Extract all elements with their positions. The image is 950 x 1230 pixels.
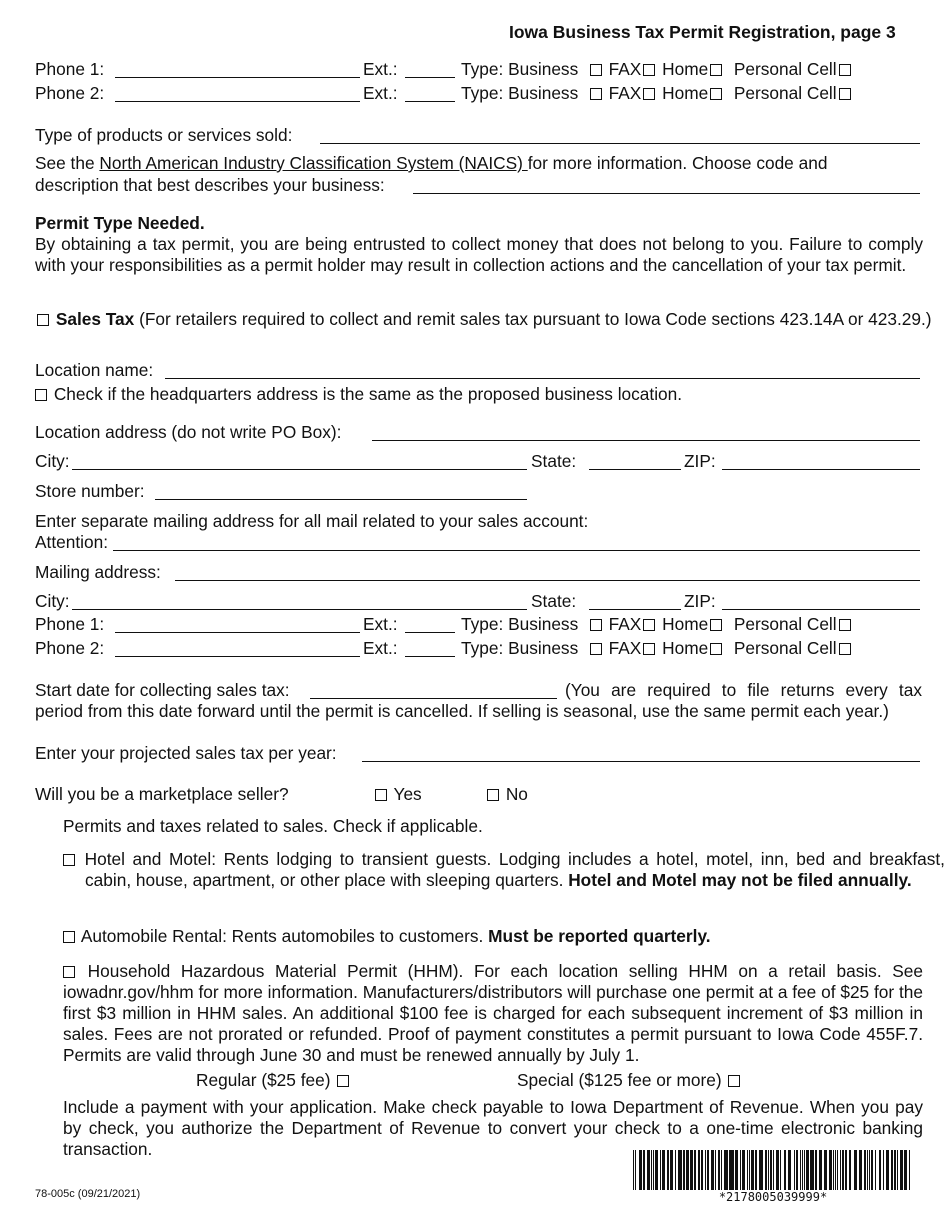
- marketplace-question: Will you be a marketplace seller?: [35, 784, 289, 804]
- barcode-bar: [802, 1150, 803, 1190]
- barcode-bar: [755, 1150, 757, 1190]
- barcode-bar: [869, 1150, 870, 1190]
- hhm-regular-label: Regular ($25 fee): [196, 1070, 331, 1090]
- marketplace-no-label: No: [505, 784, 528, 804]
- marketplace-no-checkbox[interactable]: [487, 789, 499, 801]
- phone-2-label: Phone 2:: [35, 83, 105, 103]
- barcode-bar: [780, 1150, 781, 1190]
- barcode-bar: [794, 1150, 795, 1190]
- personal-cell-checkbox[interactable]: [839, 64, 851, 76]
- marketplace-yes-label: Yes: [393, 784, 422, 804]
- barcode-bar: [742, 1150, 745, 1190]
- type-business-label: Business: [508, 614, 579, 634]
- mail-phone-1-field[interactable]: [115, 632, 360, 633]
- phone-2-field[interactable]: [115, 101, 360, 102]
- barcode-bar: [633, 1150, 634, 1190]
- ext-label: Ext.:: [363, 83, 398, 103]
- barcode-bar: [660, 1150, 661, 1190]
- barcode-bar: [653, 1150, 654, 1190]
- barcode-bar: [840, 1150, 841, 1190]
- phone-type-options: [461, 83, 853, 104]
- location-address-field[interactable]: [372, 440, 920, 441]
- barcode-bar: [829, 1150, 832, 1190]
- hotel-motel-checkbox[interactable]: [63, 854, 75, 866]
- barcode-bar: [883, 1150, 884, 1190]
- location-city-field[interactable]: [72, 469, 527, 470]
- barcode-bar: [796, 1150, 798, 1190]
- hhm-regular-option: [196, 1070, 351, 1091]
- barcode-bar: [760, 1150, 763, 1190]
- barcode-bar: [735, 1150, 738, 1190]
- auto-rental-checkbox[interactable]: [63, 931, 75, 943]
- auto-rental-note: Must be reported quarterly.: [488, 926, 711, 946]
- barcode-bar: [671, 1150, 673, 1190]
- mail-phone-2-field[interactable]: [115, 656, 360, 657]
- barcode-bar: [842, 1150, 844, 1190]
- location-city-label: City:: [35, 451, 70, 471]
- fax-checkbox[interactable]: [643, 88, 655, 100]
- barcode-bar: [718, 1150, 720, 1190]
- barcode-bar: [747, 1150, 748, 1190]
- barcode-bar: [894, 1150, 896, 1190]
- hotel-motel-text: Hotel and Motel: Rents lodging to transient guests. Lodging includes a hotel, motel, inn, bed and breakfast, cabin, house, apartment, or other place with sleeping quarters.: [84, 849, 945, 890]
- related-heading: Permits and taxes related to sales. Check if applicable.: [63, 816, 483, 836]
- phone-1-label: Phone 1:: [35, 59, 105, 79]
- barcode-bar: [819, 1150, 822, 1190]
- location-zip-field[interactable]: [722, 469, 920, 470]
- barcode-bar: [675, 1150, 676, 1190]
- type-business-label: Business: [508, 638, 579, 658]
- barcode-bar: [730, 1150, 731, 1190]
- barcode-bar: [765, 1150, 767, 1190]
- mailing-state-label: State:: [531, 591, 577, 611]
- marketplace-yes-checkbox[interactable]: [375, 789, 387, 801]
- type-label: Type:: [461, 59, 504, 79]
- products-field[interactable]: [320, 143, 920, 144]
- type-label: Type:: [461, 638, 504, 658]
- start-date-field[interactable]: [310, 698, 557, 699]
- hotel-motel-note: Hotel and Motel may not be filed annually.: [568, 870, 912, 890]
- fax-checkbox[interactable]: [643, 619, 655, 631]
- business-checkbox[interactable]: [590, 88, 602, 100]
- phone-type-options: [461, 59, 853, 80]
- barcode-bar: [694, 1150, 696, 1190]
- barcode-bar: [711, 1150, 714, 1190]
- barcode-bar: [705, 1150, 706, 1190]
- business-checkbox[interactable]: [590, 619, 602, 631]
- barcode-bar: [811, 1150, 812, 1190]
- hq-same-checkbox[interactable]: [35, 389, 47, 401]
- phone-2-ext-field[interactable]: [405, 101, 455, 102]
- barcode-bar: [639, 1150, 642, 1190]
- barcode-bar: [768, 1150, 769, 1190]
- barcode-bar: [807, 1150, 809, 1190]
- barcode-bar: [751, 1150, 754, 1190]
- barcode-bar: [670, 1150, 671, 1190]
- mail-phone-2-label: Phone 2:: [35, 638, 105, 658]
- barcode-bar: [770, 1150, 772, 1190]
- permit-intro: By obtaining a tax permit, you are being entrusted to collect money that does not belong to you. Failure to comply with your responsibilities as a permit holder may result in collection actions and the cancellation of your tax permit.: [35, 234, 923, 275]
- type-cell-label: Personal Cell: [733, 614, 837, 634]
- phone-1-ext-field[interactable]: [405, 77, 455, 78]
- barcode-bar: [651, 1150, 652, 1190]
- type-fax-label: FAX: [608, 614, 642, 634]
- fax-checkbox[interactable]: [643, 64, 655, 76]
- sales-tax-checkbox[interactable]: [37, 314, 49, 326]
- location-name-field[interactable]: [165, 378, 920, 379]
- barcode-bar: [804, 1150, 805, 1190]
- mail-phone-1-ext-field[interactable]: [405, 632, 455, 633]
- barcode-bar: [784, 1150, 786, 1190]
- mailing-address-field[interactable]: [175, 580, 920, 581]
- mailing-address-label: Mailing address:: [35, 562, 161, 582]
- barcode-bar: [731, 1150, 734, 1190]
- home-checkbox[interactable]: [710, 88, 722, 100]
- barcode-bar: [749, 1150, 750, 1190]
- sales-tax-option: [35, 309, 945, 330]
- mail-phone-2-ext-field[interactable]: [405, 656, 455, 657]
- type-business-label: Business: [508, 83, 579, 103]
- barcode-bar: [729, 1150, 730, 1190]
- start-date-label: Start date for collecting sales tax:: [35, 680, 290, 700]
- auto-rental-option: [63, 926, 923, 947]
- barcode-bar: [715, 1150, 716, 1190]
- sales-tax-description: (For retailers required to collect and remit sales tax pursuant to Iowa Code sections 423.14A or 423.29.): [134, 309, 932, 329]
- phone-type-options: [461, 638, 853, 659]
- barcode-bar: [800, 1150, 801, 1190]
- barcode-bar: [776, 1150, 779, 1190]
- barcode-bar: [686, 1150, 689, 1190]
- attention-label: Attention:: [35, 532, 109, 552]
- barcode-bar: [707, 1150, 709, 1190]
- sales-tax-label: Sales Tax: [55, 309, 135, 329]
- mailing-city-label: City:: [35, 591, 70, 611]
- attention-field[interactable]: [113, 550, 920, 551]
- barcode-text: *2178005039999*: [718, 1190, 828, 1204]
- auto-rental-text: Automobile Rental: Rents automobiles to customers.: [80, 926, 489, 946]
- projected-field[interactable]: [362, 761, 920, 762]
- barcode-bar: [875, 1150, 876, 1190]
- business-checkbox[interactable]: [590, 643, 602, 655]
- barcode-bar: [667, 1150, 669, 1190]
- type-home-label: Home: [662, 59, 709, 79]
- barcode-bar: [833, 1150, 834, 1190]
- barcode-bar: [721, 1150, 722, 1190]
- home-checkbox[interactable]: [710, 619, 722, 631]
- barcode-bar: [635, 1150, 636, 1190]
- mailing-zip-label: ZIP:: [684, 591, 716, 611]
- naics-pre: See the: [35, 153, 95, 173]
- hhm-special-label: Special ($125 fee or more): [517, 1070, 722, 1090]
- type-home-label: Home: [662, 614, 709, 634]
- naics-field[interactable]: [413, 193, 920, 194]
- ext-label: Ext.:: [363, 614, 398, 634]
- naics-description-label: description that best describes your business:: [35, 175, 385, 195]
- location-state-label: State:: [531, 451, 577, 471]
- barcode-bar: [859, 1150, 862, 1190]
- location-state-field[interactable]: [589, 469, 681, 470]
- barcode: [632, 1150, 914, 1190]
- naics-link[interactable]: North American Industry Classification System (NAICS): [99, 153, 528, 173]
- permit-heading: Permit Type Needed.: [35, 213, 205, 233]
- barcode-bar: [891, 1150, 893, 1190]
- home-checkbox[interactable]: [710, 64, 722, 76]
- personal-cell-checkbox[interactable]: [839, 619, 851, 631]
- hq-check-row: [35, 384, 682, 405]
- location-address-label: Location address (do not write PO Box):: [35, 422, 342, 442]
- type-cell-label: Personal Cell: [733, 83, 837, 103]
- barcode-bar: [824, 1150, 827, 1190]
- barcode-bar: [849, 1150, 851, 1190]
- products-label: Type of products or services sold:: [35, 125, 293, 145]
- type-cell-label: Personal Cell: [733, 638, 837, 658]
- phone-1-field[interactable]: [115, 77, 360, 78]
- barcode-bar: [854, 1150, 857, 1190]
- barcode-bar: [867, 1150, 868, 1190]
- hhm-option: [63, 961, 923, 1066]
- hotel-motel-option: [63, 849, 945, 891]
- type-home-label: Home: [662, 83, 709, 103]
- hhm-checkbox[interactable]: [63, 966, 75, 978]
- mailing-zip-field[interactable]: [722, 609, 920, 610]
- ext-label: Ext.:: [363, 59, 398, 79]
- barcode-bar: [701, 1150, 703, 1190]
- ext-label: Ext.:: [363, 638, 398, 658]
- barcode-bar: [897, 1150, 898, 1190]
- barcode-bar: [812, 1150, 814, 1190]
- mailing-city-field[interactable]: [72, 609, 527, 610]
- barcode-bar: [788, 1150, 791, 1190]
- barcode-bar: [815, 1150, 817, 1190]
- barcode-bar: [662, 1150, 665, 1190]
- start-date-note-a: (You are required to file returns every tax: [565, 680, 922, 700]
- projected-label: Enter your projected sales tax per year:: [35, 743, 337, 763]
- barcode-bar: [690, 1150, 693, 1190]
- barcode-bar: [864, 1150, 866, 1190]
- payment-instructions: Include a payment with your application. Make check payable to Iowa Department of Revenue. When you pay by check, you authorize the Department of Revenue to convert your check to a one-time electronic banking transaction.: [63, 1097, 923, 1159]
- barcode-bar: [837, 1150, 838, 1190]
- page-title: Iowa Business Tax Permit Registration, page 3: [509, 22, 896, 42]
- mailing-intro: Enter separate mailing address for all mail related to your sales account:: [35, 511, 589, 531]
- location-zip-label: ZIP:: [684, 451, 716, 471]
- form-code: 78-005c (09/21/2021): [35, 1188, 141, 1200]
- marketplace-no-option: [487, 784, 528, 805]
- barcode-bar: [773, 1150, 774, 1190]
- barcode-bar: [698, 1150, 700, 1190]
- marketplace-yes-option: [375, 784, 422, 805]
- type-home-label: Home: [662, 638, 709, 658]
- fax-checkbox[interactable]: [643, 643, 655, 655]
- hq-same-label: Check if the headquarters address is the same as the proposed business location.: [53, 384, 683, 404]
- store-number-field[interactable]: [155, 499, 527, 500]
- barcode-bar: [740, 1150, 741, 1190]
- store-number-label: Store number:: [35, 481, 145, 501]
- barcode-bar: [655, 1150, 658, 1190]
- type-fax-label: FAX: [608, 59, 642, 79]
- hhm-special-checkbox[interactable]: [728, 1075, 740, 1087]
- barcode-bar: [835, 1150, 836, 1190]
- barcode-bar: [678, 1150, 681, 1190]
- barcode-bar: [900, 1150, 903, 1190]
- type-fax-label: FAX: [608, 83, 642, 103]
- barcode-bar: [681, 1150, 682, 1190]
- naics-post: for more information. Choose code and: [527, 153, 828, 173]
- business-checkbox[interactable]: [590, 64, 602, 76]
- hhm-text: Household Hazardous Material Permit (HHM). For each location selling HHM on a retail basis. See iowadnr.gov/hhm for more information. Manufacturers/distributors will purchase one permit at a fee of $25 for the first $3 million in HHM sales. An additional $100 fee is charged for each subsequent increment of $3 million in sales. Fees are not prorated or refunded. Proof of payment constitutes a permit pursuant to Iowa Code 455F.7. Permits are valid through June 30 and must be renewed annually by July 1.: [63, 961, 923, 1065]
- hhm-regular-checkbox[interactable]: [337, 1075, 349, 1087]
- location-name-label: Location name:: [35, 360, 154, 380]
- barcode-bar: [726, 1150, 728, 1190]
- barcode-bar: [904, 1150, 907, 1190]
- type-cell-label: Personal Cell: [733, 59, 837, 79]
- barcode-bar: [643, 1150, 645, 1190]
- type-business-label: Business: [508, 59, 579, 79]
- barcode-bar: [810, 1150, 811, 1190]
- type-fax-label: FAX: [608, 638, 642, 658]
- barcode-bar: [647, 1150, 650, 1190]
- barcode-bar: [683, 1150, 685, 1190]
- barcode-bar: [845, 1150, 847, 1190]
- barcode-bar: [759, 1150, 760, 1190]
- naics-line: [35, 153, 827, 174]
- barcode-bar: [806, 1150, 807, 1190]
- barcode-bar: [879, 1150, 881, 1190]
- type-label: Type:: [461, 83, 504, 103]
- mailing-state-field[interactable]: [589, 609, 681, 610]
- barcode-bar: [886, 1150, 889, 1190]
- barcode-bar: [909, 1150, 910, 1190]
- type-label: Type:: [461, 614, 504, 634]
- personal-cell-checkbox[interactable]: [839, 643, 851, 655]
- home-checkbox[interactable]: [710, 643, 722, 655]
- barcode-bar: [871, 1150, 873, 1190]
- personal-cell-checkbox[interactable]: [839, 88, 851, 100]
- phone-type-options: [461, 614, 853, 635]
- start-date-note-b: period from this date forward until the permit is cancelled. If selling is seasonal, use the same permit each year.): [35, 701, 889, 721]
- mail-phone-1-label: Phone 1:: [35, 614, 105, 634]
- hhm-special-option: [517, 1070, 742, 1091]
